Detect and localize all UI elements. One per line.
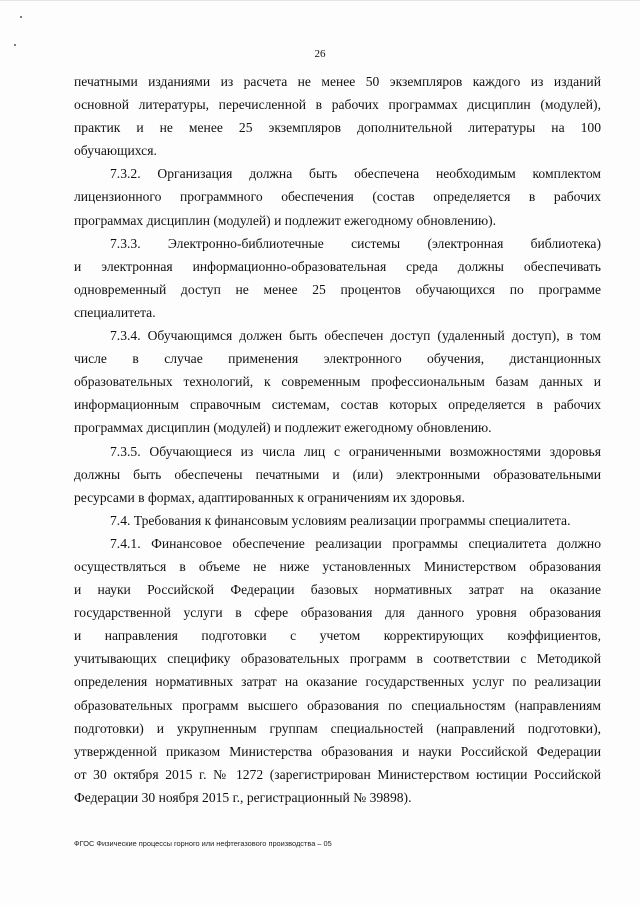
paragraph-7-3-4: [74, 324, 601, 439]
text-line: практик и не менее 25 экземпляров дополнительной литературы на 100: [74, 120, 601, 136]
text-line: 7.3.2. Организация должна быть обеспечена необходимым комплектом: [110, 166, 601, 182]
text-line: и направления подготовки с учетом корректирующих коэффициентов,: [74, 628, 601, 644]
text-line: образовательных технологий, к современным профессиональным базам данных и: [74, 374, 601, 390]
text-line: 7.3.5. Обучающиеся из числа лиц с ограниченными возможностями здоровья: [110, 443, 601, 459]
paragraph-7-3-5: [74, 440, 601, 509]
page-number: 26: [314, 48, 326, 60]
text-line: образовательных программ высшего образования по специальностям (направлениям: [74, 697, 601, 713]
scan-speck: [14, 44, 16, 46]
paragraph-7-3-3: [74, 232, 601, 324]
text-line: и науки Российской Федерации базовых нормативных затрат на оказание: [74, 582, 601, 598]
paragraph-7-3-2: [74, 162, 601, 231]
text-line: ресурсами в формах, адаптированных к ограничениям их здоровья.: [74, 489, 465, 505]
scan-speck: [20, 16, 22, 18]
paragraph-7-4: [74, 509, 601, 532]
text-line: Федерации 30 ноября 2015 г., регистрационный № 39898).: [74, 789, 412, 805]
text-line: 7.4.1. Финансовое обеспечение реализации программы специалитета должно: [110, 535, 601, 551]
text-line: одновременный доступ не менее 25 процентов обучающихся по программе: [74, 281, 601, 297]
scan-edge: [0, 0, 640, 1]
text-line: специалитета.: [74, 304, 156, 320]
section-heading: 7.4. Требования к финансовым условиям реализации программы специалитета.: [110, 512, 571, 528]
text-line: от 30 октября 2015 г. № 1272 (зарегистрирован Министерством юстиции Российской: [74, 766, 601, 782]
text-line: программах дисциплин (модулей) и подлежит ежегодному обновлению.: [74, 420, 492, 436]
text-line: лицензионного программного обеспечения (состав определяется в рабочих: [74, 189, 601, 205]
text-line: должны быть обеспечены печатными и (или) электронными образовательными: [74, 466, 601, 482]
text-line: основной литературы, перечисленной в рабочих программах дисциплин (модулей),: [74, 97, 601, 113]
text-line: обучающихся.: [74, 143, 157, 159]
text-line: государственной услуги в сфере образования для данного уровня образования: [74, 605, 601, 621]
text-line: информационным справочным системам, состав которых определяется в рабочих: [74, 397, 601, 413]
text-line: 7.3.3. Электронно-библиотечные системы (электронная библиотека): [110, 235, 601, 251]
text-line: числе в случае применения электронного обучения, дистанционных: [74, 351, 601, 367]
text-line: печатными изданиями из расчета не менее 50 экземпляров каждого из изданий: [74, 74, 601, 89]
text-line: и электронная информационно-образовательная среда должны обеспечивать: [74, 258, 601, 274]
text-line: 7.3.4. Обучающимся должен быть обеспечен доступ (удаленный доступ), в том: [110, 328, 601, 344]
text-line: программах дисциплин (модулей) и подлежит ежегодному обновлению).: [74, 212, 497, 228]
paragraph-continuation: [74, 70, 601, 162]
text-line: учитывающих специфику образовательных программ в соответствии с Методикой: [74, 651, 601, 667]
text-line: определения нормативных затрат на оказание государственных услуг по реализации: [74, 674, 601, 690]
text-line: утвержденной приказом Министерства образования и науки Российской Федерации: [74, 743, 601, 759]
document-body: [74, 70, 601, 809]
paragraph-7-4-1: [74, 532, 601, 809]
text-line: осуществляться в объеме не ниже установленных Министерством образования: [74, 558, 601, 574]
page-footer: ФГОС Физические процессы горного или нефтегазового производства – 05: [74, 839, 332, 848]
text-line: подготовки) и укрупненным группам специальностей (направлений подготовки),: [74, 720, 601, 736]
